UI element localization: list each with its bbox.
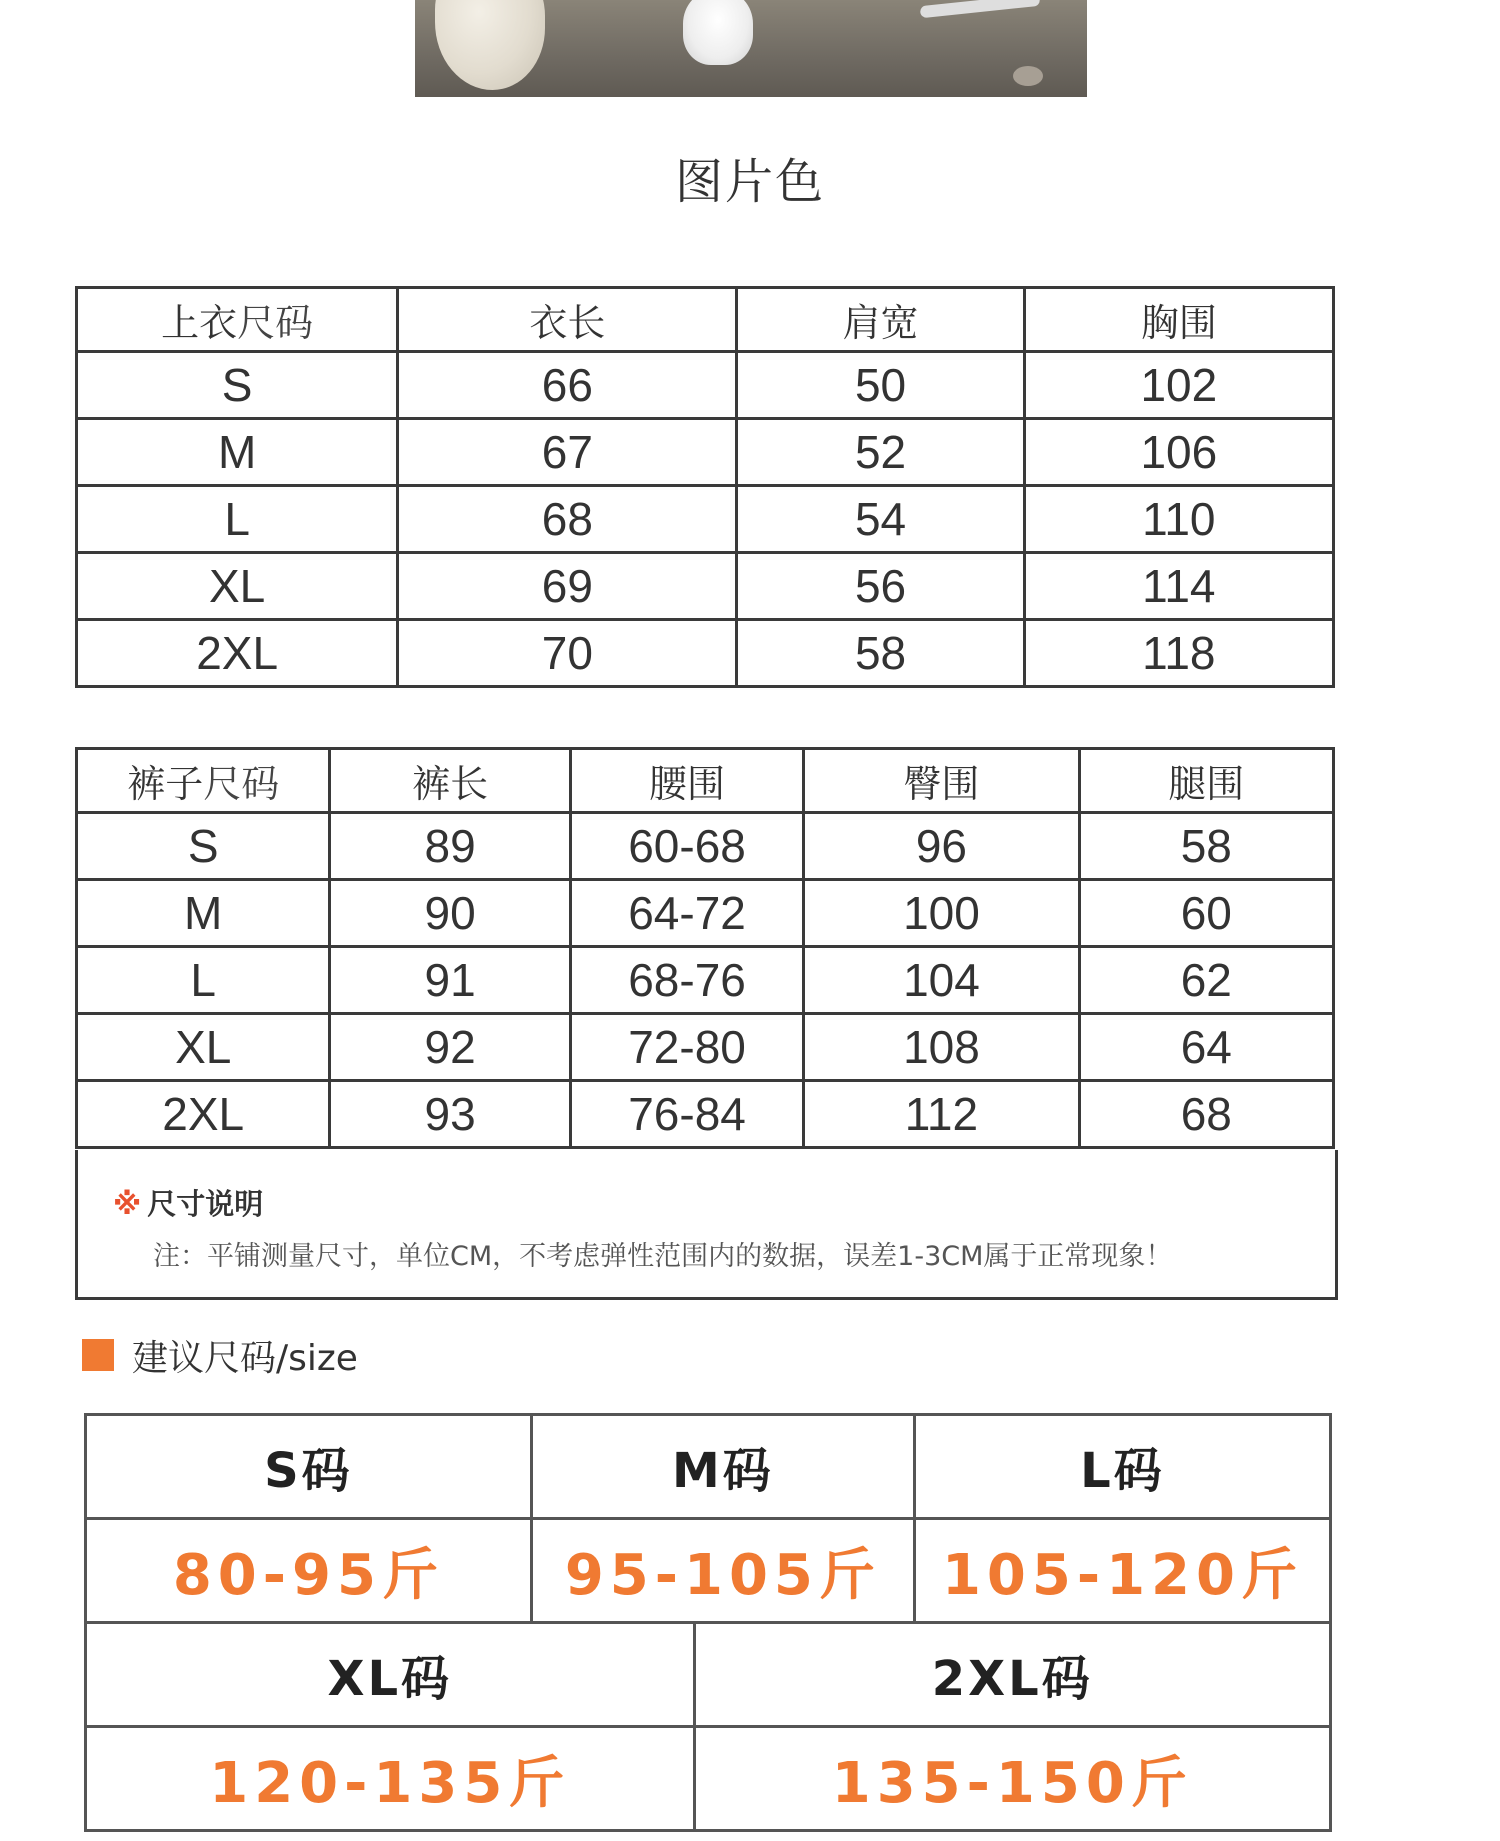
cell-thigh: 68 — [1079, 1081, 1333, 1148]
weight-range-s: 80-95斤 — [86, 1519, 532, 1623]
header-thigh: 腿围 — [1079, 749, 1333, 813]
cell-length: 90 — [330, 880, 570, 947]
table-row — [77, 813, 1334, 880]
cell-length: 69 — [398, 553, 737, 620]
cell-length: 70 — [398, 620, 737, 687]
weight-range-2xl: 135-150斤 — [694, 1727, 1330, 1831]
cell-hip: 108 — [804, 1014, 1079, 1081]
weight-range-m: 95-105斤 — [531, 1519, 914, 1623]
header-hip: 臀围 — [804, 749, 1079, 813]
cell-waist: 68-76 — [570, 947, 803, 1014]
cell-chest: 102 — [1024, 352, 1333, 419]
cell-waist: 72-80 — [570, 1014, 803, 1081]
weight-table-row2 — [84, 1621, 1332, 1832]
cell-length: 91 — [330, 947, 570, 1014]
note-text: 注：平铺测量尺寸，单位CM，不考虑弹性范围内的数据，误差1-3CM属于正常现象！ — [153, 1241, 1173, 1272]
cell-size: 2XL — [77, 620, 398, 687]
cell-waist: 64-72 — [570, 880, 803, 947]
pants-size-table — [75, 747, 1335, 1149]
cell-size: 2XL — [77, 1081, 330, 1148]
cell-chest: 106 — [1024, 419, 1333, 486]
weight-size-xl: XL码 — [86, 1623, 695, 1727]
table-row — [77, 553, 1334, 620]
weight-size-2xl: 2XL码 — [694, 1623, 1330, 1727]
cell-thigh: 62 — [1079, 947, 1333, 1014]
table-row — [77, 1014, 1334, 1081]
cell-chest: 114 — [1024, 553, 1333, 620]
header-size: 上衣尺码 — [77, 288, 398, 352]
cell-length: 93 — [330, 1081, 570, 1148]
top-size-table — [75, 286, 1335, 688]
cell-chest: 118 — [1024, 620, 1333, 687]
cell-waist: 60-68 — [570, 813, 803, 880]
cell-size: XL — [77, 553, 398, 620]
table-row — [77, 947, 1334, 1014]
cell-length: 67 — [398, 419, 737, 486]
bag-shape — [435, 0, 545, 90]
cell-size: S — [77, 352, 398, 419]
header-waist: 腰围 — [570, 749, 803, 813]
cell-shoulder: 56 — [737, 553, 1024, 620]
table-row — [77, 486, 1334, 553]
header-length: 衣长 — [398, 288, 737, 352]
pebble-shape — [1013, 66, 1043, 86]
cell-chest: 110 — [1024, 486, 1333, 553]
cell-length: 66 — [398, 352, 737, 419]
table-header-row — [77, 749, 1334, 813]
note-mark: ※ — [113, 1187, 142, 1221]
header-size: 裤子尺码 — [77, 749, 330, 813]
suggested-size-label: 建议尺码/size — [132, 1337, 358, 1379]
weight-size-l: L码 — [914, 1415, 1330, 1519]
table-row — [77, 880, 1334, 947]
cell-size: L — [77, 486, 398, 553]
cell-shoulder: 50 — [737, 352, 1024, 419]
cell-thigh: 64 — [1079, 1014, 1333, 1081]
size-note-box — [75, 1150, 1338, 1300]
cell-hip: 112 — [804, 1081, 1079, 1148]
table-row — [77, 1081, 1334, 1148]
cell-thigh: 58 — [1079, 813, 1333, 880]
weight-size-s: S码 — [86, 1415, 532, 1519]
sneaker-shape — [683, 0, 753, 65]
cell-shoulder: 54 — [737, 486, 1024, 553]
header-length: 裤长 — [330, 749, 570, 813]
cell-length: 89 — [330, 813, 570, 880]
cell-length: 68 — [398, 486, 737, 553]
strap-shape — [920, 0, 1041, 18]
weight-range-xl: 120-135斤 — [86, 1727, 695, 1831]
cell-length: 92 — [330, 1014, 570, 1081]
cell-size: XL — [77, 1014, 330, 1081]
cell-size: M — [77, 419, 398, 486]
table-row — [77, 352, 1334, 419]
cell-hip: 104 — [804, 947, 1079, 1014]
weight-range-l: 105-120斤 — [914, 1519, 1330, 1623]
color-caption: 图片色 — [674, 154, 825, 210]
cell-hip: 96 — [804, 813, 1079, 880]
cell-size: L — [77, 947, 330, 1014]
cell-shoulder: 58 — [737, 620, 1024, 687]
product-photo — [415, 0, 1087, 97]
weight-size-m: M码 — [531, 1415, 914, 1519]
cell-hip: 100 — [804, 880, 1079, 947]
cell-thigh: 60 — [1079, 880, 1333, 947]
weight-table-row1 — [84, 1413, 1332, 1624]
table-header-row — [77, 288, 1334, 352]
cell-shoulder: 52 — [737, 419, 1024, 486]
table-row — [77, 620, 1334, 687]
header-shoulder: 肩宽 — [737, 288, 1024, 352]
header-chest: 胸围 — [1024, 288, 1333, 352]
table-row — [77, 419, 1334, 486]
cell-size: S — [77, 813, 330, 880]
cell-waist: 76-84 — [570, 1081, 803, 1148]
orange-square-icon — [82, 1339, 114, 1371]
cell-size: M — [77, 880, 330, 947]
suggested-size-heading — [82, 1334, 358, 1379]
note-title: ※ 尺寸说明 — [113, 1187, 264, 1221]
